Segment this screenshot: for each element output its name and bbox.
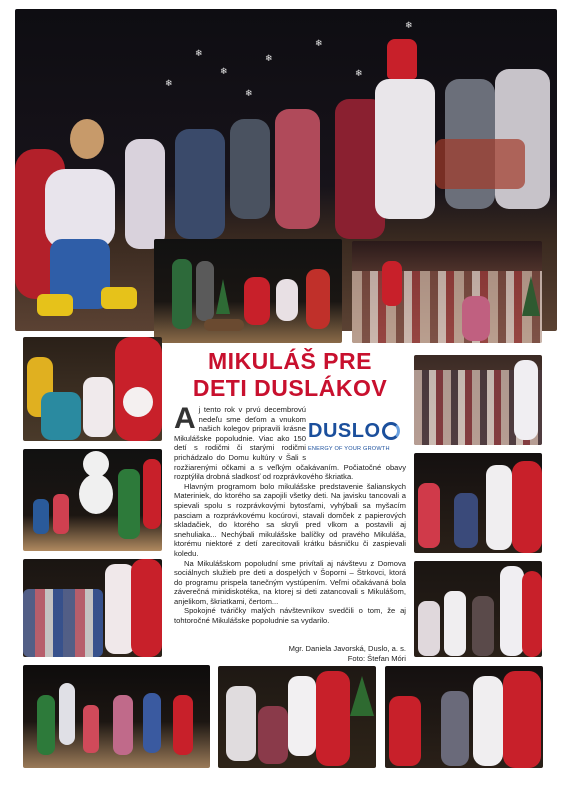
article-paragraph-2: Hlavným programom bolo mikulášske predstavenie šalianskych Materiniek, do ktorého sa zapojili všetky deti. Na javisku tancovali a spievali spolu s rozprávkovými bytosťami, vyhýbali sa myšacím pasciam a rozprávkovému kocúrovi, stavali domček z papierových skladačiek, do ktorého sa skryli pred vlkom a postavili aj snehuliaka... Nechýbali mikulášske balíčky od pravého Mikuláša, ktorému niektoré z detí zarecitovali krátku básničku či zaspievali koledu. (174, 481, 406, 558)
article-title-line2: DETI DUSLÁKOV (192, 375, 388, 401)
article-title (172, 348, 408, 402)
article-body (174, 402, 406, 626)
article-paragraph-4: Spokojné tváričky malých návštevníkov svedčili o tom, že aj tohtoročné Mikulášske popoludnie sa vydarilo. (174, 606, 406, 626)
byline (174, 644, 406, 664)
photo-bottom-santa-gifts (218, 666, 376, 768)
photo-children-with-santa (23, 559, 162, 657)
photo-audience-hall (352, 241, 542, 343)
photo-bottom-angel-santa (385, 666, 543, 768)
hero-photo-dancing-children: ❄ ❄ ❄ ❄ ❄ ❄ ❄ ❄ (15, 9, 557, 331)
paragraph-text: j tento rok v prvú decembrovú nedeľu sme deťom a vnukom našich kolegov pripravili krásne Mikulášske popoludnie. Viac ako 150 detí s rodičmi či starými rodičmi prichádzalo do Domu kultúry v Šali s rozžiarenými očkami a s veľkým očakávaním. Počiatočné obavy rozptýlila drobná sladkosť od rozprávkového škriatka. (174, 405, 406, 482)
photo-angel-santa-kids (414, 453, 542, 553)
photo-bottom-dance-floor (23, 665, 210, 768)
article-paragraph-3: Na Mikulášskom popoludní sme privítali aj návštevu z Domova sociálnych služieb pre deti a dospelých v Šoporni – Štrkovci, ktorá do programu prispela tanečným vystúpením. Veľmi očakávaná bola záverečná minidiskotéka, na ktorej si deti zatancovali s Mikulášom, anjelikom, škriatkami, čertom... (174, 558, 406, 606)
author: Mgr. Daniela Javorská, Duslo, a. s. (288, 644, 406, 653)
photo-snowman-dance (23, 449, 162, 551)
photo-girl-microphone-santa (23, 337, 162, 441)
photo-stage-play (154, 239, 342, 343)
drop-cap: A (174, 402, 196, 435)
logo-tagline: ENERGY OF YOUR GROWTH (308, 446, 390, 452)
photo-audience-crowd (414, 355, 542, 445)
photo-children-line (414, 561, 542, 657)
photo-credit: Foto: Štefan Móri (347, 654, 406, 663)
article-title-line1: MIKULÁŠ PRE (208, 348, 372, 374)
logo-name: DUSLO (308, 420, 381, 442)
